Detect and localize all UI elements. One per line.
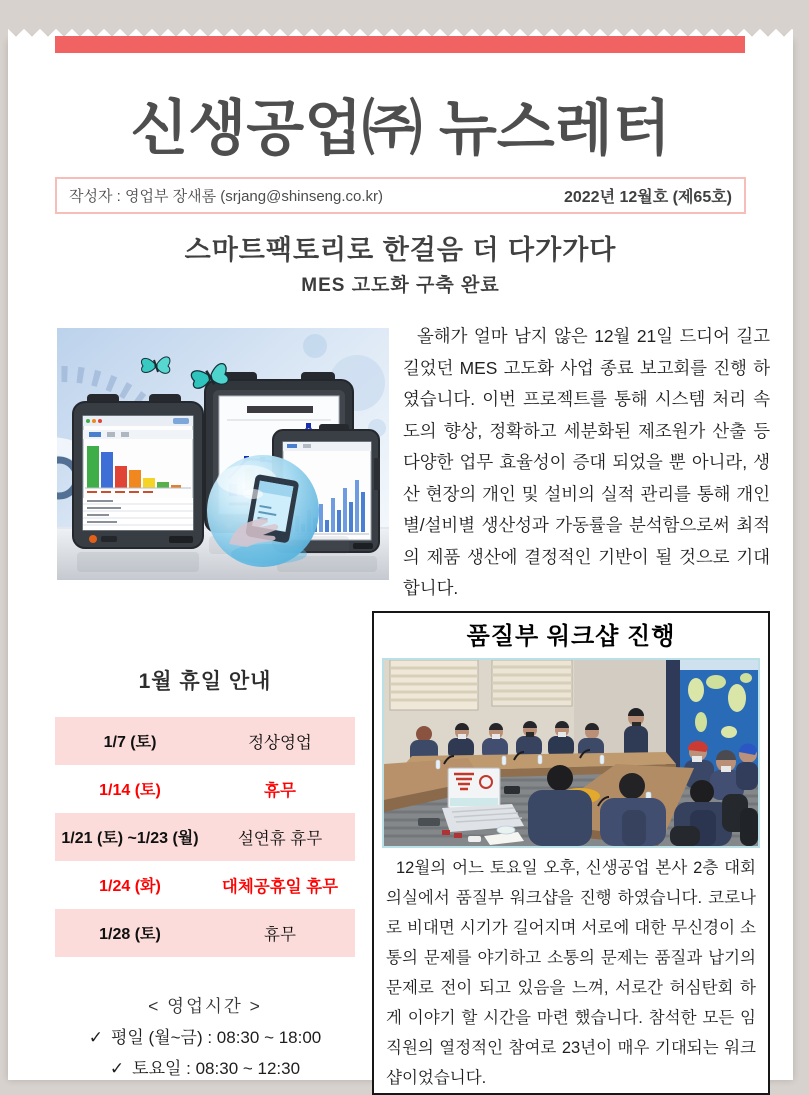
hours-weekday-line [55, 1027, 355, 1049]
holiday-status: 대체공휴일 휴무 [221, 877, 339, 896]
tablet-left [73, 394, 203, 548]
hours-weekday-text: 평일 (월~금) : 08:30 ~ 18:00 [110, 1027, 322, 1047]
holiday-date: 1/24 (화) [99, 878, 161, 895]
business-hours [55, 995, 355, 1080]
check-icon: ✓ [88, 1027, 103, 1047]
holiday-date: 1/14 (토) [99, 782, 161, 799]
workshop-title: 품질부 워크샵 진행 [466, 622, 676, 650]
holiday-row [55, 765, 355, 813]
holiday-status: 설연휴 휴무 [237, 829, 323, 848]
mes-tablets-image [57, 328, 389, 580]
issue-info-bar [55, 177, 746, 214]
holiday-date: 1/28 (토) [99, 926, 161, 943]
holiday-section [55, 611, 355, 1095]
holiday-status: 정상영업 [248, 733, 312, 752]
holiday-title: 1월 휴일 안내 [138, 669, 272, 693]
bottom-sections-row [8, 611, 793, 1095]
article-body: 올해가 얼마 남지 않은 12월 21일 드디어 길고 길었던 MES 고도화 사업 종료 보고회를 진행 하였습니다. 이번 프로젝트를 통해 시스템 처리 속도의 향상, 정확하고 세분화된 제조원가 산출 등 다양한 업무 효율성이 증대 되었을 뿐 아니라, 생산 현장의 개인 및 설비의 실적 관리를 통해 개인별/설비별 생산성과 가동률을 분석함으로써 최적의 제품 생산에 결정적인 기반이 될 것으로 기대 합니다. [403, 326, 770, 598]
accent-bar [55, 36, 745, 53]
holiday-row [55, 861, 355, 909]
hours-saturday-text: 토요일 : 08:30 ~ 12:30 [132, 1058, 301, 1078]
holiday-status: 휴무 [264, 781, 296, 800]
holiday-row [55, 717, 355, 765]
article-headline: 스마트팩토리로 한걸음 더 다가가다 [184, 235, 617, 265]
lead-story-row [57, 321, 770, 605]
newsletter-title: 신생공업㈜ 뉴스레터 [130, 95, 671, 162]
holiday-status: 휴무 [264, 925, 296, 944]
workshop-box [372, 611, 770, 1095]
workshop-body: 12월의 어느 토요일 오후, 신생공업 본사 2층 대회의실에서 품질부 워크샵을 진행 하였습니다. 코로나로 비대면 시기가 길어지며 서로에 대한 무신경이 소통의 문제를 야기하고 소통의 문제는 품질과 납기의 문제로 전이 되고 있음을 느껴, 서로간 허심탄회 하게 이야기 할 시간을 마련 했습니다. 참석한 모든 임직원의 열정적인 참여로 23년이 매우 기대되는 워크샵이었습니다. [386, 858, 756, 1087]
holiday-row [55, 909, 355, 957]
newsletter-page [8, 40, 793, 1087]
holiday-table [55, 717, 355, 957]
issue-label: 2022년 12월호 (제65호) [563, 189, 732, 206]
hours-saturday-line [55, 1058, 355, 1080]
touch-sphere-graphic [207, 455, 319, 567]
holiday-row [55, 813, 355, 861]
holiday-date: 1/7 (토) [103, 734, 157, 751]
business-hours-title: < 영업시간 > [148, 995, 262, 1016]
check-icon: ✓ [109, 1058, 125, 1078]
workshop-photo [382, 658, 760, 848]
article-subheadline: MES 고도화 구축 완료 [301, 275, 500, 296]
author-line: 작성자 : 영업부 장새롬 (srjang@shinseng.co.kr) [69, 188, 384, 205]
holiday-date: 1/21 (토) ~1/23 (월) [61, 830, 199, 847]
